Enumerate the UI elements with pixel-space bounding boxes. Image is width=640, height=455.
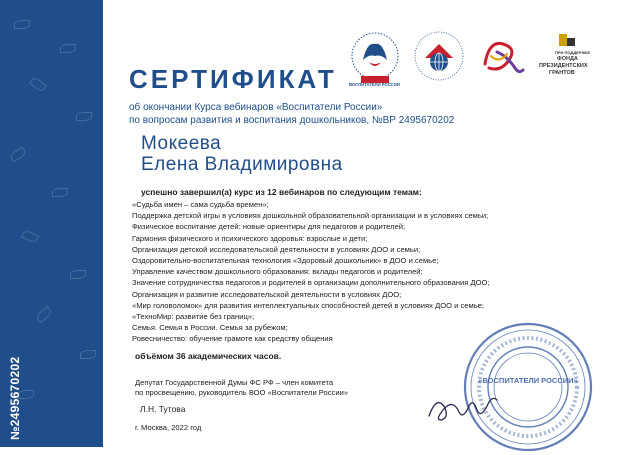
recipient-surname: Мокеева: [141, 133, 222, 154]
topics-list: [132, 199, 490, 345]
deputy-name: Л.Н. Тутова: [140, 404, 186, 414]
grants-line-3: ПРЕЗИДЕНТСКИХ: [539, 63, 588, 69]
subtitle-line-1: об окончании Курса вебинаров «Воспитатели России»: [129, 102, 383, 113]
signature: [423, 390, 503, 426]
topic-item: Организация детской исследовательской деятельности в условиях ДОО и семьи;: [132, 244, 421, 254]
calligraphy-logo: [479, 34, 527, 80]
topic-item: Поддержка детской игры в условиях дошкольной образовательной организации и в условиях семьи;: [132, 211, 489, 221]
grants-line-2: ФОНДА: [557, 56, 578, 62]
topic-item: Управление качеством дошкольного образования: вклады педагогов и родителей;: [132, 267, 423, 277]
recipient-name: [141, 133, 343, 175]
certificate-page: [103, 0, 640, 447]
topic-item: Физическое воспитание детей: новые ориентиры для педагогов и родителей;: [132, 222, 406, 232]
topic-item: «Мир головоломок» для развития интеллектуальных способностей детей в условиях ДОО и семье;: [132, 300, 485, 310]
grants-line-4: ГРАНТОВ: [549, 70, 575, 76]
grants-emblem-icon: [557, 30, 577, 48]
topic-item: Оздоровительно-воспитательная технология «Здоровый дошкольник» в ДОО и семье;: [132, 256, 439, 266]
topic-item: «ТехноМир: развитие без границ»;: [132, 312, 255, 322]
city-year: г. Москва, 2022 год: [135, 423, 202, 432]
topic-item: Ровесничество: обучение грамоте как средству общения: [132, 334, 333, 344]
deputy-title: [135, 378, 348, 398]
vospitateli-logo: [347, 30, 403, 88]
recipient-given-names: Елена Владимировна: [141, 154, 343, 175]
side-stripe: [0, 0, 103, 447]
course-intro: успешно завершил(а) курс из 12 вебинаров по следующим темам:: [141, 187, 422, 197]
house-globe-logo: [411, 28, 467, 86]
presidential-grants-logo: [533, 30, 603, 86]
deputy-line-2: по просвещению, руководитель ВОО «Воспитатели России»: [135, 388, 349, 397]
topic-item: «Судьба имен – сама судьба времен»;: [132, 200, 269, 209]
grants-line-1: ПРИ ПОДДЕРЖКЕ: [555, 50, 591, 55]
stamp-text: «ВОСПИТАТЕЛИ РОССИИ»: [478, 376, 578, 385]
official-stamp: [461, 320, 596, 455]
certificate-subtitle: [129, 101, 454, 127]
topic-item: Гармония физического и психического здоровья: взрослые и дети;: [132, 233, 368, 243]
certificate-title: СЕРТИФИКАТ: [129, 64, 337, 94]
topic-item: Семья. Семья в России. Семья за рубежом;: [132, 323, 288, 333]
vospitateli-logo-label: ВОСПИТАТЕЛИ РОССИИ: [349, 82, 400, 87]
subtitle-line-2: по вопросам развития и воспитания дошкольников, №ВР 2495670202: [129, 115, 455, 126]
serial-number: №2495670202: [8, 356, 22, 440]
topic-item: Организация и развитие исследовательской деятельности в условиях ДОО;: [132, 289, 402, 299]
deputy-line-1: Депутат Государственной Думы ФС РФ – член комитета: [135, 378, 334, 387]
topic-item: Значение сотрудничества педагогов и родителей в организации дополнительного образования ДОО;: [132, 278, 490, 288]
course-hours: объёмом 36 академических часов.: [135, 351, 282, 361]
